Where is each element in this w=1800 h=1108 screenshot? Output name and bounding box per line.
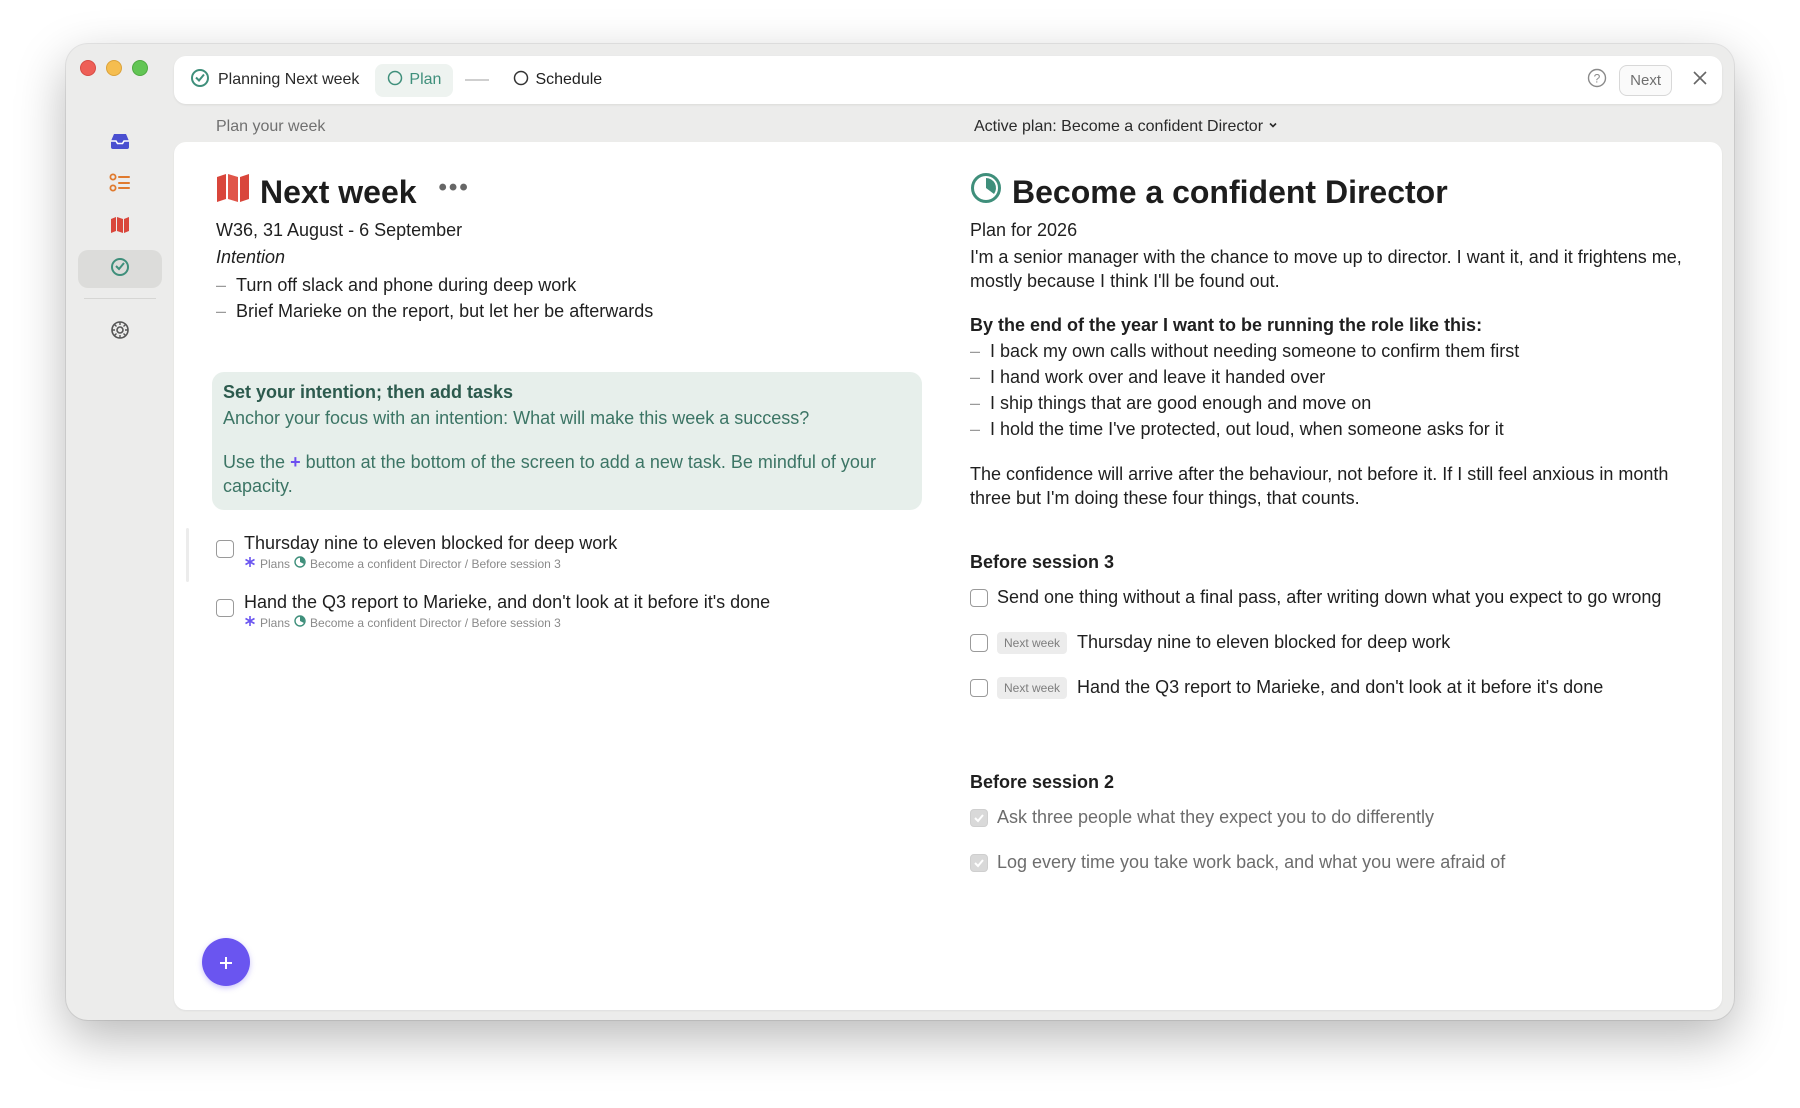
task-meta: Plans Become a confident Director / Before session 3 — [244, 556, 617, 571]
next-week-tag: Next week — [997, 677, 1067, 699]
session-2-title: Before session 2 — [970, 772, 1115, 792]
settings-icon — [110, 320, 130, 345]
week-heading — [216, 170, 936, 214]
inbox-icon — [109, 132, 131, 155]
plan-task-row — [970, 620, 1690, 665]
task-checkbox[interactable] — [970, 634, 988, 652]
task-label[interactable]: Ask three people what they expect you to do differently — [997, 807, 1434, 827]
task-meta: Plans Become a confident Director / Before session 3 — [244, 615, 770, 630]
plan-heading — [970, 170, 1690, 214]
week-task-list — [216, 532, 936, 630]
task-checkbox-checked[interactable] — [970, 809, 988, 827]
planning-check-icon — [190, 68, 210, 93]
chevron-down-icon — [1267, 118, 1279, 136]
list-item: – Turn off slack and phone during deep work — [216, 275, 577, 295]
step-plan-label: Plan — [409, 71, 442, 88]
hint-line-2: Use the + button at the bottom of the screen to add a new task. Be mindful of your capacity. — [223, 452, 876, 496]
task-label[interactable]: Send one thing without a final pass, after writing down what you expect to go wrong — [997, 587, 1662, 607]
minimize-window-button[interactable] — [106, 60, 122, 76]
sidebar-item-settings[interactable] — [78, 313, 162, 351]
plan-panel — [970, 170, 1690, 885]
task-label[interactable]: Hand the Q3 report to Marieke, and don't look at it before it's done — [244, 592, 771, 612]
active-plan-selector[interactable] — [974, 118, 1279, 136]
session-2-tasks — [970, 795, 1690, 885]
list-item: – I ship things that are good enough and move on — [970, 393, 1372, 413]
list-item: – I hold the time I've protected, out loud, when someone asks for it — [970, 419, 1504, 439]
goals-heading: By the end of the year I want to be running the role like this: — [970, 315, 1483, 335]
task-checkbox-checked[interactable] — [970, 854, 988, 872]
task-checkbox[interactable] — [970, 589, 988, 607]
checkmark-icon — [973, 812, 985, 824]
next-week-tag: Next week — [997, 632, 1067, 654]
week-title: Next week — [260, 173, 417, 210]
task-item — [216, 591, 936, 630]
active-plan-label: Active plan: Become a confident Director — [974, 118, 1264, 135]
step-schedule-circle-icon — [513, 70, 529, 91]
goals-list — [970, 338, 1690, 442]
week-panel — [216, 170, 936, 630]
plan-task-row — [970, 795, 1690, 840]
drag-handle[interactable] — [186, 528, 189, 582]
step-plan-circle-icon — [387, 70, 403, 91]
plans-asterisk-icon — [244, 615, 256, 630]
toolbar-actions — [1587, 65, 1708, 96]
plus-icon — [218, 947, 234, 978]
step-plan[interactable] — [375, 64, 453, 97]
plan-subtitle: Plan for 2026 — [970, 220, 1078, 240]
plan-task-row — [970, 575, 1690, 620]
plans-asterisk-icon — [244, 556, 256, 571]
close-icon[interactable] — [1692, 70, 1708, 91]
main-card — [174, 142, 1722, 1010]
hint-line-1: Anchor your focus with an intention: What will make this week a success? — [223, 408, 810, 428]
week-date-range: W36, 31 August - 6 September — [216, 220, 463, 240]
map-icon — [110, 216, 130, 239]
list-item: – Brief Marieke on the report, but let her be afterwards — [216, 301, 654, 321]
task-label[interactable]: Log every time you take work back, and what you were afraid of — [997, 852, 1506, 872]
step-connector — [465, 79, 489, 81]
plan-progress-icon — [294, 615, 306, 630]
map-icon — [216, 173, 250, 211]
close-window-button[interactable] — [80, 60, 96, 76]
planning-toolbar — [174, 56, 1722, 104]
sidebar-item-tasks[interactable] — [78, 166, 162, 204]
intention-label: Intention — [216, 247, 286, 267]
more-options-icon[interactable]: ••• — [438, 174, 470, 201]
breadcrumb — [190, 68, 359, 93]
task-checkbox[interactable] — [970, 679, 988, 697]
list-item: – I back my own calls without needing someone to confirm them first — [970, 341, 1520, 361]
task-label[interactable]: Hand the Q3 report to Marieke, and don't look at it before it's done — [1077, 677, 1604, 697]
task-checkbox[interactable] — [216, 540, 234, 558]
window-controls — [80, 60, 148, 76]
session-3-title: Before session 3 — [970, 552, 1115, 572]
plan-task-row — [970, 840, 1690, 885]
plan-your-week-label: Plan your week — [216, 118, 326, 135]
plan-task-row — [970, 665, 1690, 710]
intention-list — [216, 272, 936, 324]
task-item — [216, 532, 936, 571]
step-schedule-label: Schedule — [535, 71, 603, 88]
app-window — [66, 44, 1734, 1020]
task-checkbox[interactable] — [216, 599, 234, 617]
plan-title: Become a confident Director — [1012, 173, 1448, 210]
sidebar-item-weeks[interactable] — [78, 208, 162, 246]
task-label[interactable]: Thursday nine to eleven blocked for deep work — [244, 533, 618, 553]
svg-text:?: ? — [1593, 71, 1601, 85]
planning-title: Planning Next week — [218, 71, 360, 88]
zoom-window-button[interactable] — [132, 60, 148, 76]
checkmark-icon — [973, 857, 985, 869]
plan-intro: I'm a senior manager with the chance to move up to director. I want it, and it frightens me, mostly because I think I'll be found out. — [970, 247, 1682, 291]
list-item: – I hand work over and leave it handed over — [970, 367, 1326, 387]
add-task-button[interactable] — [202, 938, 250, 986]
intention-hint-box — [212, 372, 922, 510]
plan-progress-icon — [970, 172, 1002, 212]
sidebar — [78, 124, 162, 355]
sidebar-item-plans[interactable] — [78, 250, 162, 288]
next-button[interactable]: Next — [1619, 65, 1672, 96]
list-icon — [109, 173, 131, 198]
plans-icon — [110, 257, 130, 282]
sidebar-item-inbox[interactable] — [78, 124, 162, 162]
plan-closing: The confidence will arrive after the behaviour, not before it. If I still feel anxious in month three but I'm doing these four things, that counts. — [970, 464, 1669, 508]
hint-title: Set your intention; then add tasks — [223, 382, 514, 402]
help-icon[interactable] — [1587, 68, 1607, 93]
task-label[interactable]: Thursday nine to eleven blocked for deep work — [1077, 632, 1451, 652]
session-3-tasks — [970, 575, 1690, 710]
sidebar-divider — [84, 298, 156, 299]
step-schedule[interactable] — [501, 64, 614, 97]
plan-progress-icon — [294, 556, 306, 571]
